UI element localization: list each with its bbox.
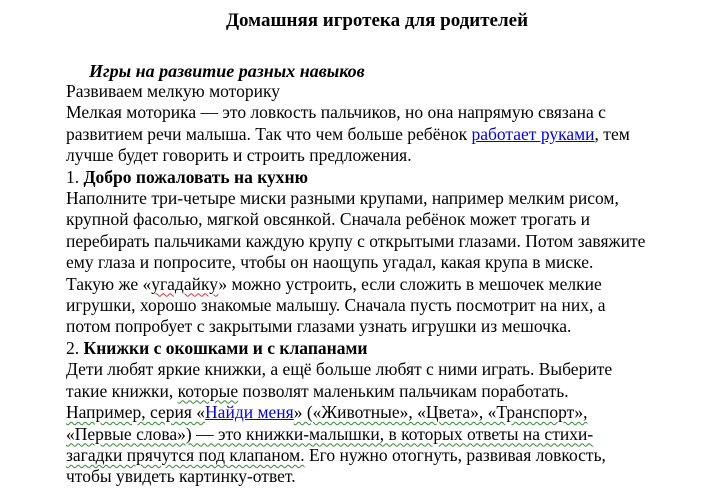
spellcheck-word[interactable]: угадайку (151, 273, 219, 294)
intro-line-2 (66, 124, 716, 145)
item1-line-4: ему глаза и попросите, чтобы он наощупь угадал, какая крупа в миске. (66, 252, 594, 273)
intro-line-2-text: развитием речи малыша. Так что чем больше ребёнок (66, 123, 472, 144)
document-subtitle: Игры на развитие разных навыков (89, 61, 365, 81)
item2-heading-line (66, 338, 716, 359)
item2-line-3 (66, 402, 716, 423)
intro-line-3: лучше будет говорить и строить предложения. (66, 145, 412, 166)
item1-line-2: крупной фасолью, мягкой овсянкой. Сначала ребёнок может трогать и (66, 209, 591, 230)
grammar-check-line-4[interactable]: «Первые слова») — это книжки-малышки, в которых ответы на стихи- (66, 423, 594, 444)
item1-line-3: перебирать пальчиками каждую крупу с открытыми глазами. Потом завяжите (66, 230, 646, 251)
item1-line-6: игрушки, хорошо знакомые малышу. Сначала пусть посмотрит на них, а (66, 295, 606, 316)
find-me-series-link[interactable]: Найди меня (205, 402, 294, 423)
item2-line-4 (66, 424, 716, 445)
document-title: Домашняя игротека для родителей (225, 10, 529, 31)
item2-line-2 (66, 381, 716, 402)
intro-line-2-tail: , тем (594, 123, 630, 144)
item2-line-5 (66, 445, 716, 466)
grammar-check-line-5[interactable]: загадки прячутся под клапаном. (66, 444, 305, 465)
item2-line-2-text: такие книжки, (66, 380, 178, 401)
item1-line-5-tail: » можно устроить, если сложить в мешочек мелкие (218, 273, 602, 294)
grammar-check-fragment[interactable]: которые (177, 380, 239, 401)
works-with-hands-link[interactable]: работает руками (471, 123, 595, 144)
item2-heading: Книжки с окошками и с клапанами (83, 337, 368, 358)
item2-number: 2. (66, 337, 84, 358)
item1-heading: Добро пожаловать на кухню (83, 166, 308, 187)
item2-line-5-tail: Его нужно отогнуть, развивая ловкость, (304, 444, 606, 465)
item2-line-2-tail: позволят маленьким пальчикам поработать. (238, 380, 569, 401)
item1-heading-line (66, 167, 716, 188)
item1-line-5 (66, 274, 716, 295)
item2-line-6: чтобы увидеть картинку-ответ. (66, 466, 296, 487)
item1-number: 1. (66, 166, 84, 187)
item1-line-5-text: Такую же « (66, 273, 152, 294)
intro-line-1: Мелкая моторика — это ловкость пальчиков, но она напрямую связана с (66, 102, 606, 123)
item2-line-1: Дети любят яркие книжки, а ещё больше любят с ними играть. Выберите (66, 359, 613, 380)
document-body (66, 81, 716, 488)
item2-line-3-tail: » («Животные», «Цвета», «Транспорт», (293, 402, 588, 423)
item1-line-1: Наполните три-четыре миски разными крупами, например мелким рисом, (66, 188, 619, 209)
item2-line-3-text: Например, серия « (66, 402, 206, 423)
section-heading: Развиваем мелкую моторику (66, 81, 280, 101)
item1-line-7: потом попробует с закрытыми глазами узнать игрушки из мешочка. (66, 316, 572, 337)
